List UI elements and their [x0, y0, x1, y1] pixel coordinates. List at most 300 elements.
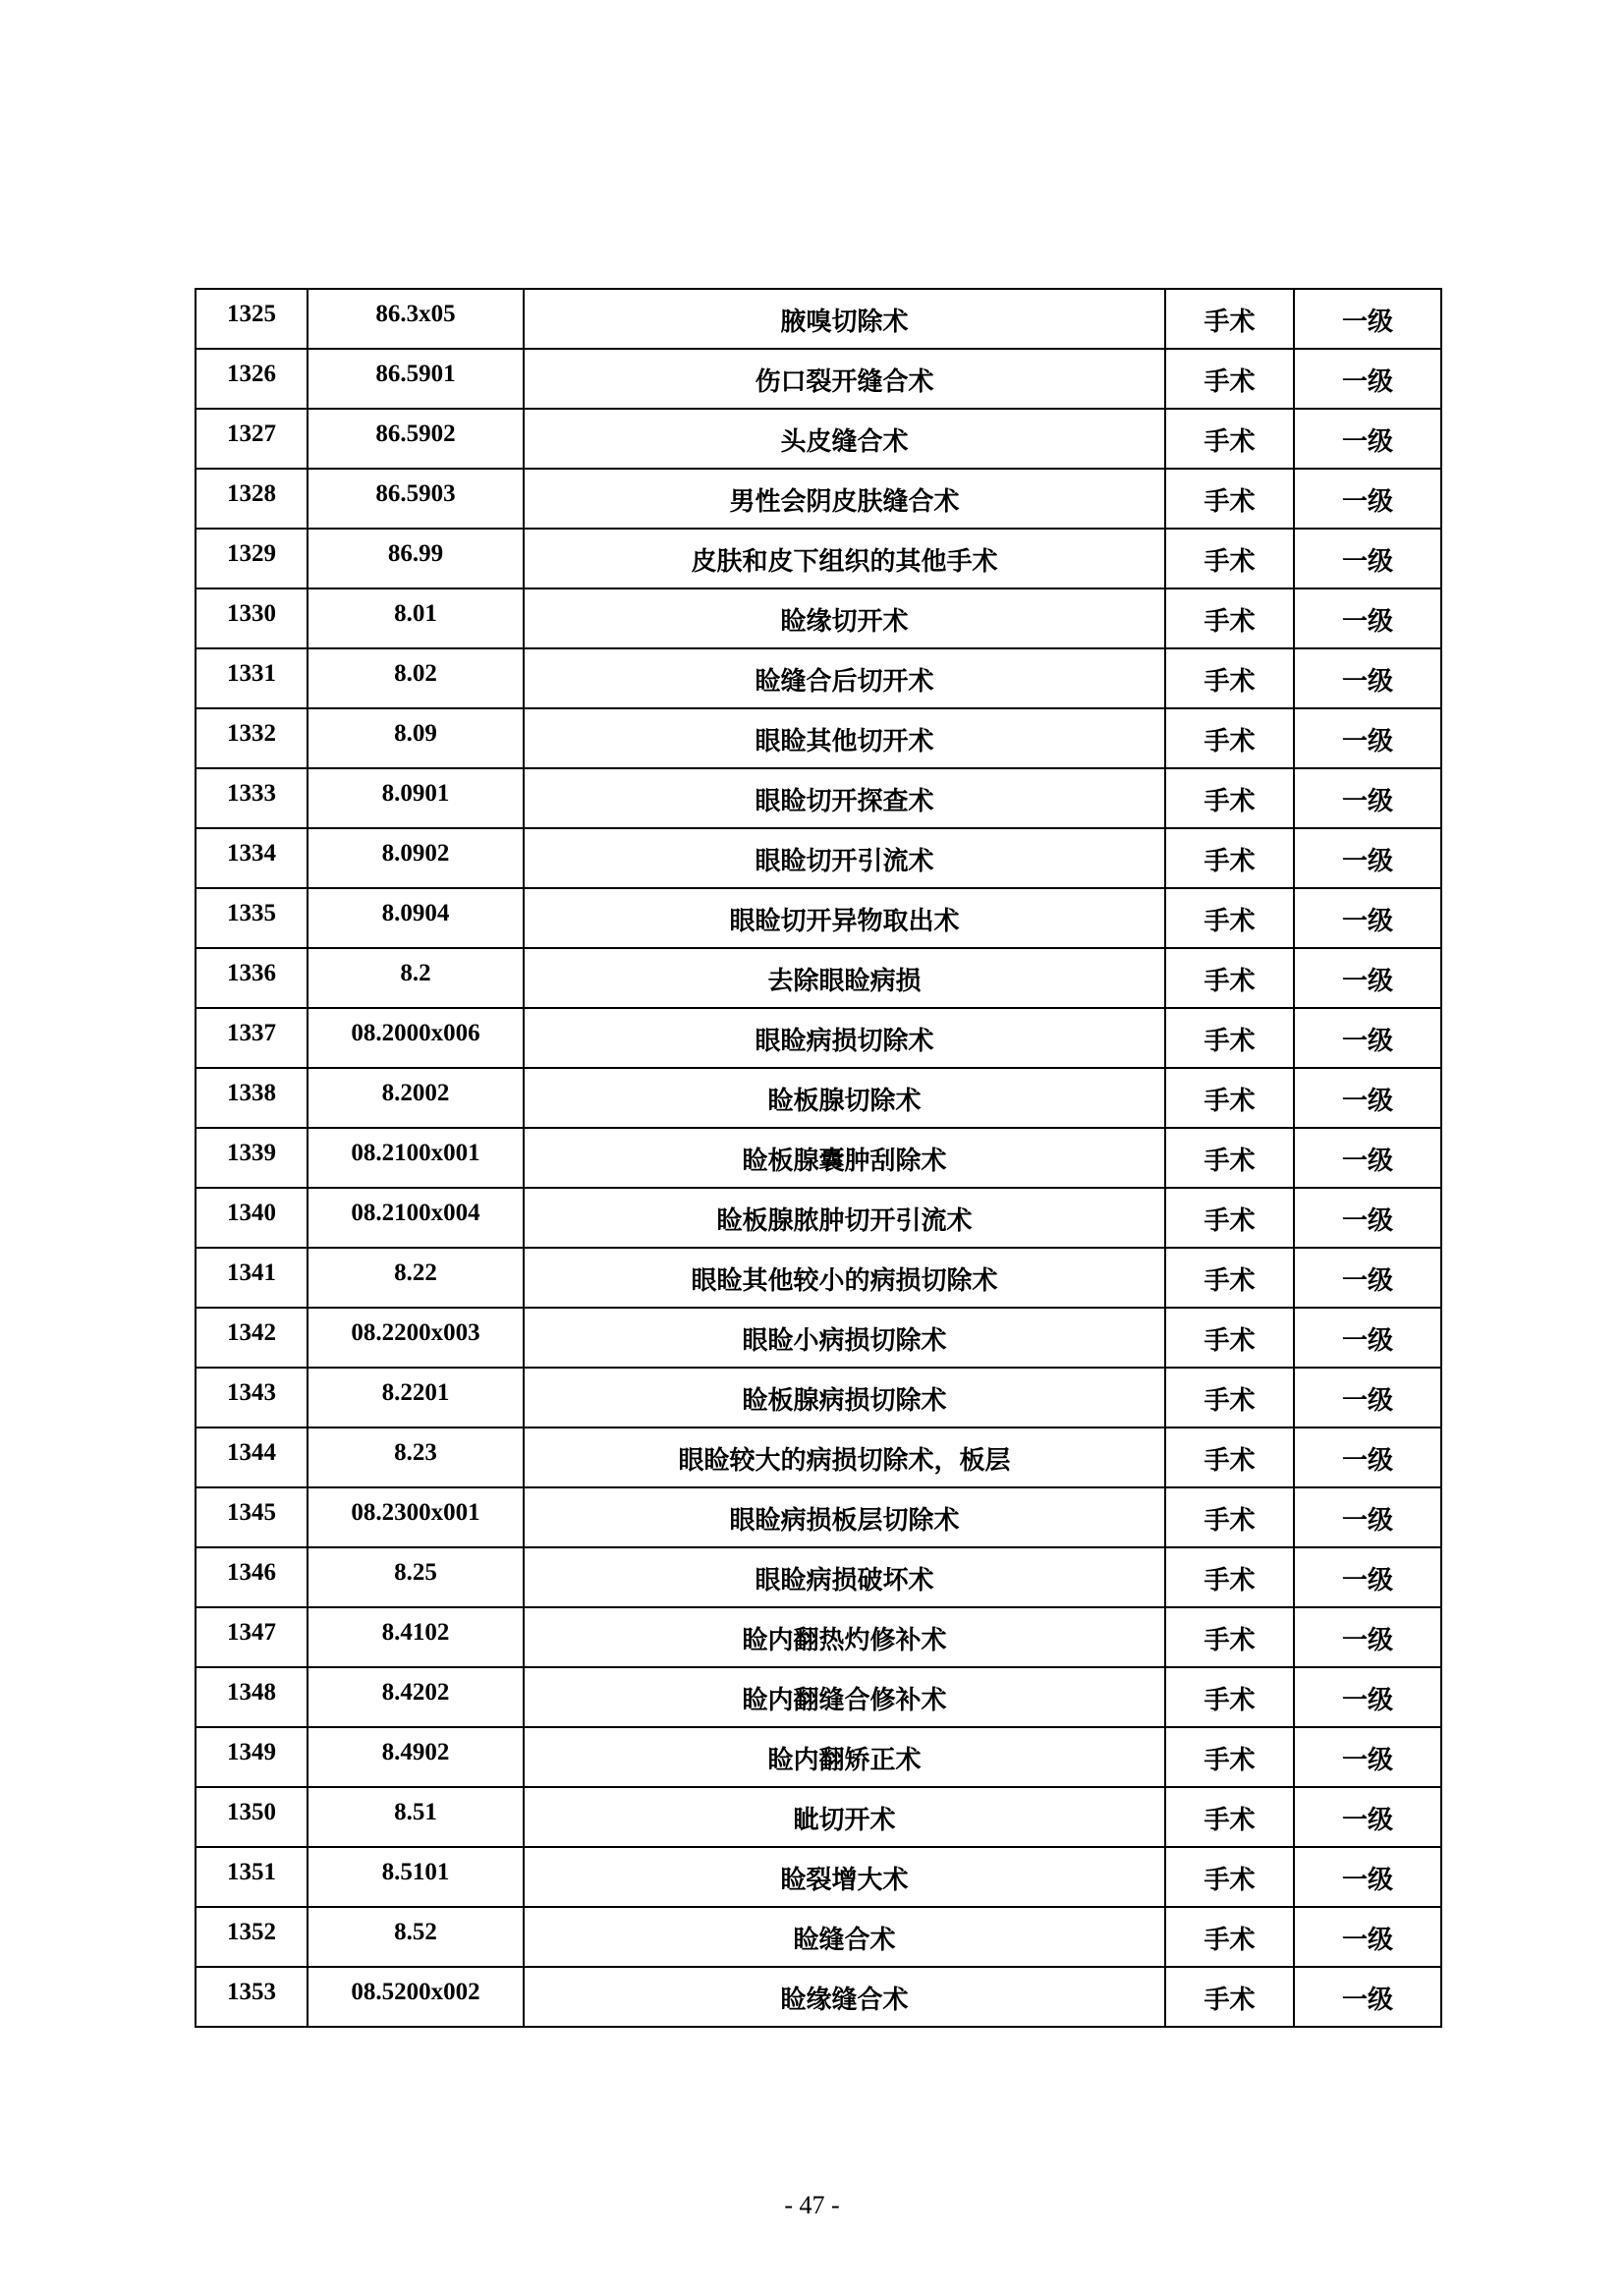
row-number-text: 1325 [227, 301, 276, 327]
procedure-type-text: 手术 [1204, 1206, 1256, 1236]
procedure-code-text: 8.5101 [381, 1859, 450, 1885]
row-number-text: 1340 [227, 1200, 276, 1226]
procedure-type-text: 手术 [1204, 547, 1256, 577]
row-number-cell [196, 648, 308, 708]
procedure-type-cell [1165, 1368, 1294, 1427]
procedure-level-cell [1294, 1607, 1441, 1667]
row-number-text: 1342 [227, 1319, 276, 1346]
procedure-code-text: 86.5903 [375, 480, 456, 507]
procedure-type-cell [1165, 1128, 1294, 1188]
procedure-code-text: 86.99 [387, 540, 444, 567]
procedure-name-cell [524, 1068, 1165, 1128]
table-row [196, 1068, 1441, 1128]
row-number-cell [196, 289, 308, 349]
procedure-name-cell [524, 1188, 1165, 1248]
procedure-level-cell [1294, 349, 1441, 409]
procedure-name-cell [524, 1308, 1165, 1368]
row-number-cell [196, 1368, 308, 1427]
procedure-name-text: 睑缘缝合术 [780, 1986, 909, 2015]
row-number-cell [196, 948, 308, 1008]
procedure-code-cell [308, 1188, 524, 1248]
procedure-level-cell [1294, 888, 1441, 948]
procedure-level-cell [1294, 708, 1441, 768]
procedure-type-cell [1165, 588, 1294, 648]
table-row [196, 1008, 1441, 1068]
table-row [196, 1487, 1441, 1547]
procedure-name-text: 男性会阴皮肤缝合术 [729, 487, 960, 517]
procedure-name-text: 眼睑切开异物取出术 [729, 907, 960, 936]
procedure-code-cell [308, 1128, 524, 1188]
row-number-text: 1327 [227, 420, 276, 447]
procedure-level-text: 一级 [1341, 1446, 1393, 1476]
procedure-code-text: 86.5901 [375, 361, 456, 387]
table-row [196, 648, 1441, 708]
procedure-name-text: 眼睑切开探查术 [755, 787, 934, 816]
table-row [196, 1248, 1441, 1308]
procedure-level-cell [1294, 1487, 1441, 1547]
procedure-level-cell [1294, 1847, 1441, 1907]
procedure-code-text: 8.4102 [381, 1619, 450, 1646]
procedure-level-text: 一级 [1341, 1926, 1393, 1955]
procedure-type-cell [1165, 1967, 1294, 2027]
procedure-level-text: 一级 [1341, 1986, 1393, 2015]
procedure-type-text: 手术 [1204, 1866, 1256, 1895]
row-number-cell [196, 469, 308, 529]
row-number-text: 1341 [227, 1259, 276, 1286]
procedure-level-cell [1294, 828, 1441, 888]
procedure-code-text: 8.2002 [381, 1080, 450, 1106]
table-row [196, 1607, 1441, 1667]
procedure-type-cell [1165, 1427, 1294, 1487]
procedure-name-cell [524, 349, 1165, 409]
table-row [196, 888, 1441, 948]
procedure-code-text: 08.2000x006 [351, 1020, 480, 1046]
procedure-code-text: 8.23 [394, 1439, 437, 1466]
procedure-type-cell [1165, 1847, 1294, 1907]
procedure-name-text: 睑裂增大术 [780, 1866, 909, 1895]
procedure-type-cell [1165, 1008, 1294, 1068]
row-number-cell [196, 708, 308, 768]
row-number-cell [196, 768, 308, 828]
procedure-level-text: 一级 [1341, 847, 1393, 876]
procedure-name-cell [524, 648, 1165, 708]
row-number-text: 1328 [227, 480, 276, 507]
procedure-code-text: 8.2 [400, 960, 431, 986]
procedure-level-cell [1294, 648, 1441, 708]
procedure-code-cell [308, 1607, 524, 1667]
row-number-text: 1332 [227, 720, 276, 747]
row-number-cell [196, 1188, 308, 1248]
procedure-name-text: 去除眼睑病损 [767, 967, 922, 996]
procedure-level-text: 一级 [1341, 787, 1393, 816]
table-row [196, 409, 1441, 469]
procedure-type-cell [1165, 1667, 1294, 1727]
table-row [196, 768, 1441, 828]
procedure-type-cell [1165, 1787, 1294, 1847]
row-number-cell [196, 1068, 308, 1128]
row-number-text: 1343 [227, 1379, 276, 1406]
procedure-type-cell [1165, 708, 1294, 768]
procedure-code-cell [308, 1667, 524, 1727]
procedure-code-cell [308, 768, 524, 828]
procedure-code-text: 8.52 [394, 1919, 437, 1945]
table-row [196, 1547, 1441, 1607]
procedure-type-cell [1165, 1487, 1294, 1547]
procedure-level-text: 一级 [1341, 1626, 1393, 1655]
procedure-level-text: 一级 [1341, 367, 1393, 397]
procedure-type-cell [1165, 828, 1294, 888]
procedure-type-cell [1165, 1607, 1294, 1667]
procedure-level-text: 一级 [1341, 547, 1393, 577]
procedure-name-cell [524, 1667, 1165, 1727]
procedure-name-cell [524, 1967, 1165, 2027]
procedure-level-cell [1294, 1727, 1441, 1787]
row-number-cell [196, 1847, 308, 1907]
row-number-cell [196, 1427, 308, 1487]
procedure-code-text: 8.4902 [381, 1739, 450, 1765]
procedure-level-cell [1294, 469, 1441, 529]
procedure-type-text: 手术 [1204, 727, 1256, 756]
row-number-text: 1338 [227, 1080, 276, 1106]
procedure-level-text: 一级 [1341, 1326, 1393, 1356]
procedure-type-text: 手术 [1204, 1686, 1256, 1715]
procedure-level-cell [1294, 289, 1441, 349]
procedure-level-cell [1294, 1547, 1441, 1607]
procedure-level-cell [1294, 1008, 1441, 1068]
procedure-level-cell [1294, 588, 1441, 648]
procedure-level-cell [1294, 1368, 1441, 1427]
procedure-name-cell [524, 828, 1165, 888]
procedure-type-text: 手术 [1204, 1446, 1256, 1476]
procedure-type-text: 手术 [1204, 907, 1256, 936]
procedure-name-cell [524, 1727, 1165, 1787]
row-number-text: 1344 [227, 1439, 276, 1466]
procedure-name-text: 眼睑病损板层切除术 [729, 1506, 960, 1536]
row-number-cell [196, 1607, 308, 1667]
table-row [196, 1368, 1441, 1427]
procedure-code-text: 08.5200x002 [351, 1979, 480, 2005]
procedure-table-body [196, 289, 1441, 2027]
procedure-type-text: 手术 [1204, 1986, 1256, 2015]
procedure-level-cell [1294, 1068, 1441, 1128]
row-number-cell [196, 349, 308, 409]
row-number-cell [196, 888, 308, 948]
procedure-type-text: 手术 [1204, 1266, 1256, 1296]
table-row [196, 588, 1441, 648]
row-number-text: 1339 [227, 1140, 276, 1166]
procedure-type-text: 手术 [1204, 1566, 1256, 1595]
procedure-code-cell [308, 948, 524, 1008]
row-number-text: 1350 [227, 1799, 276, 1825]
procedure-type-cell [1165, 289, 1294, 349]
procedure-code-cell [308, 1487, 524, 1547]
procedure-name-cell [524, 1787, 1165, 1847]
procedure-name-text: 眦切开术 [793, 1806, 896, 1835]
procedure-level-text: 一级 [1341, 1866, 1393, 1895]
table-row [196, 1128, 1441, 1188]
procedure-name-text: 眼睑病损切除术 [755, 1027, 934, 1056]
row-number-text: 1345 [227, 1499, 276, 1526]
procedure-level-text: 一级 [1341, 487, 1393, 517]
procedure-name-text: 眼睑较大的病损切除术，板层 [678, 1446, 1011, 1476]
procedure-type-cell [1165, 1727, 1294, 1787]
procedure-level-text: 一级 [1341, 907, 1393, 936]
table-row [196, 1188, 1441, 1248]
row-number-text: 1348 [227, 1679, 276, 1706]
procedure-code-text: 8.22 [394, 1259, 437, 1286]
procedure-code-cell [308, 1308, 524, 1368]
procedure-level-text: 一级 [1341, 727, 1393, 756]
procedure-type-text: 手术 [1204, 607, 1256, 637]
row-number-cell [196, 1487, 308, 1547]
procedure-type-cell [1165, 1068, 1294, 1128]
procedure-code-cell [308, 1248, 524, 1308]
row-number-cell [196, 529, 308, 588]
procedure-level-text: 一级 [1341, 607, 1393, 637]
procedure-name-text: 皮肤和皮下组织的其他手术 [691, 547, 998, 577]
procedure-type-text: 手术 [1204, 1746, 1256, 1775]
row-number-text: 1347 [227, 1619, 276, 1646]
procedure-level-text: 一级 [1341, 1147, 1393, 1176]
procedure-name-cell [524, 529, 1165, 588]
procedure-type-cell [1165, 1308, 1294, 1368]
procedure-code-cell [308, 1068, 524, 1128]
procedure-type-text: 手术 [1204, 1626, 1256, 1655]
procedure-code-cell [308, 1787, 524, 1847]
procedure-level-text: 一级 [1341, 967, 1393, 996]
procedure-level-text: 一级 [1341, 1386, 1393, 1416]
procedure-code-cell [308, 289, 524, 349]
table-row [196, 1427, 1441, 1487]
procedure-code-text: 08.2200x003 [351, 1319, 480, 1346]
row-number-cell [196, 1727, 308, 1787]
procedure-name-cell [524, 289, 1165, 349]
procedure-name-cell [524, 588, 1165, 648]
procedure-type-text: 手术 [1204, 308, 1256, 337]
procedure-code-cell [308, 529, 524, 588]
procedure-code-text: 08.2100x004 [351, 1200, 480, 1226]
table-row [196, 1727, 1441, 1787]
row-number-text: 1329 [227, 540, 276, 567]
procedure-name-cell [524, 1008, 1165, 1068]
procedure-level-text: 一级 [1341, 667, 1393, 697]
procedure-name-cell [524, 708, 1165, 768]
table-row [196, 1667, 1441, 1727]
procedure-name-text: 眼睑其他切开术 [755, 727, 934, 756]
procedure-type-cell [1165, 1188, 1294, 1248]
procedure-code-text: 8.0901 [381, 780, 450, 807]
procedure-type-cell [1165, 768, 1294, 828]
row-number-cell [196, 409, 308, 469]
procedure-code-cell [308, 1907, 524, 1967]
procedure-type-text: 手术 [1204, 1386, 1256, 1416]
procedure-code-cell [308, 648, 524, 708]
table-row [196, 828, 1441, 888]
table-row [196, 1847, 1441, 1907]
procedure-level-text: 一级 [1341, 1746, 1393, 1775]
procedure-level-cell [1294, 948, 1441, 1008]
procedure-level-text: 一级 [1341, 1027, 1393, 1056]
row-number-text: 1336 [227, 960, 276, 986]
procedure-name-cell [524, 888, 1165, 948]
procedure-name-cell [524, 469, 1165, 529]
procedure-type-text: 手术 [1204, 967, 1256, 996]
procedure-code-cell [308, 1847, 524, 1907]
procedure-code-text: 8.25 [394, 1559, 437, 1586]
procedure-code-text: 8.2201 [381, 1379, 450, 1406]
procedure-code-text: 08.2300x001 [351, 1499, 480, 1526]
procedure-level-text: 一级 [1341, 1686, 1393, 1715]
procedure-type-cell [1165, 888, 1294, 948]
procedure-name-cell [524, 1368, 1165, 1427]
procedure-name-text: 眼睑切开引流术 [755, 847, 934, 876]
procedure-name-cell [524, 768, 1165, 828]
procedure-type-text: 手术 [1204, 487, 1256, 517]
procedure-type-text: 手术 [1204, 1806, 1256, 1835]
row-number-text: 1334 [227, 840, 276, 867]
row-number-text: 1326 [227, 361, 276, 387]
table-row [196, 1967, 1441, 2027]
procedure-code-cell [308, 1427, 524, 1487]
row-number-text: 1353 [227, 1979, 276, 2005]
procedure-level-text: 一级 [1341, 1566, 1393, 1595]
procedure-name-cell [524, 1607, 1165, 1667]
procedure-name-cell [524, 1907, 1165, 1967]
procedure-level-cell [1294, 529, 1441, 588]
row-number-text: 1333 [227, 780, 276, 807]
procedure-name-text: 睑内翻热灼修补术 [742, 1626, 947, 1655]
procedure-name-text: 眼睑病损破坏术 [755, 1566, 934, 1595]
procedure-code-cell [308, 1547, 524, 1607]
procedure-code-cell [308, 588, 524, 648]
procedure-name-cell [524, 1547, 1165, 1607]
procedure-level-cell [1294, 768, 1441, 828]
procedure-level-text: 一级 [1341, 1087, 1393, 1116]
procedure-code-cell [308, 1967, 524, 2027]
procedure-name-text: 睑板腺囊肿刮除术 [742, 1147, 947, 1176]
procedure-code-text: 8.09 [394, 720, 437, 747]
procedure-name-cell [524, 1847, 1165, 1907]
row-number-cell [196, 1128, 308, 1188]
procedure-code-text: 8.01 [394, 600, 437, 627]
procedure-level-cell [1294, 1308, 1441, 1368]
procedure-type-text: 手术 [1204, 1926, 1256, 1955]
procedure-name-text: 睑板腺脓肿切开引流术 [716, 1206, 973, 1236]
row-number-cell [196, 1667, 308, 1727]
table-row [196, 948, 1441, 1008]
table-row [196, 469, 1441, 529]
procedure-type-text: 手术 [1204, 1506, 1256, 1536]
procedure-level-text: 一级 [1341, 1266, 1393, 1296]
table-row [196, 349, 1441, 409]
procedure-code-cell [308, 1008, 524, 1068]
procedure-code-cell [308, 349, 524, 409]
table-row [196, 529, 1441, 588]
row-number-cell [196, 1547, 308, 1607]
procedure-name-text: 腋嗅切除术 [780, 308, 909, 337]
procedure-type-text: 手术 [1204, 1027, 1256, 1056]
procedure-name-text: 睑板腺切除术 [767, 1087, 922, 1116]
procedure-level-cell [1294, 1128, 1441, 1188]
procedure-code-cell [308, 828, 524, 888]
procedure-level-text: 一级 [1341, 308, 1393, 337]
row-number-cell [196, 1308, 308, 1368]
procedure-level-text: 一级 [1341, 1806, 1393, 1835]
procedure-code-text: 8.4202 [381, 1679, 450, 1706]
procedure-code-text: 86.3x05 [375, 301, 456, 327]
procedure-level-text: 一级 [1341, 1506, 1393, 1536]
procedure-type-cell [1165, 648, 1294, 708]
row-number-text: 1349 [227, 1739, 276, 1765]
table-row [196, 289, 1441, 349]
row-number-cell [196, 1787, 308, 1847]
procedure-table [195, 288, 1442, 2028]
procedure-type-text: 手术 [1204, 667, 1256, 697]
procedure-code-text: 8.0902 [381, 840, 450, 867]
procedure-type-text: 手术 [1204, 1087, 1256, 1116]
row-number-text: 1330 [227, 600, 276, 627]
procedure-level-cell [1294, 409, 1441, 469]
procedure-type-cell [1165, 1547, 1294, 1607]
procedure-type-cell [1165, 1907, 1294, 1967]
procedure-name-text: 睑内翻缝合修补术 [742, 1686, 947, 1715]
procedure-name-text: 睑缘切开术 [780, 607, 909, 637]
row-number-cell [196, 588, 308, 648]
row-number-cell [196, 828, 308, 888]
procedure-name-text: 睑内翻矫正术 [767, 1746, 922, 1775]
procedure-code-cell [308, 469, 524, 529]
procedure-type-text: 手术 [1204, 1326, 1256, 1356]
row-number-text: 1335 [227, 900, 276, 926]
procedure-type-text: 手术 [1204, 787, 1256, 816]
procedure-name-text: 眼睑其他较小的病损切除术 [691, 1266, 998, 1296]
procedure-type-cell [1165, 409, 1294, 469]
procedure-type-text: 手术 [1204, 427, 1256, 457]
procedure-type-text: 手术 [1204, 847, 1256, 876]
row-number-text: 1351 [227, 1859, 276, 1885]
procedure-code-text: 08.2100x001 [351, 1140, 480, 1166]
procedure-type-cell [1165, 469, 1294, 529]
procedure-code-text: 8.0904 [381, 900, 450, 926]
row-number-text: 1352 [227, 1919, 276, 1945]
procedure-name-text: 眼睑小病损切除术 [742, 1326, 947, 1356]
procedure-name-text: 睑缝合后切开术 [755, 667, 934, 697]
procedure-name-cell [524, 1427, 1165, 1487]
procedure-code-cell [308, 409, 524, 469]
procedure-code-text: 8.02 [394, 660, 437, 687]
procedure-name-cell [524, 1487, 1165, 1547]
table-row [196, 1308, 1441, 1368]
procedure-name-text: 伤口裂开缝合术 [755, 367, 934, 397]
row-number-cell [196, 1907, 308, 1967]
procedure-level-cell [1294, 1907, 1441, 1967]
table-row [196, 1787, 1441, 1847]
procedure-name-cell [524, 1128, 1165, 1188]
procedure-type-text: 手术 [1204, 367, 1256, 397]
row-number-cell [196, 1248, 308, 1308]
row-number-cell [196, 1008, 308, 1068]
procedure-level-cell [1294, 1248, 1441, 1308]
procedure-name-cell [524, 1248, 1165, 1308]
procedure-level-cell [1294, 1427, 1441, 1487]
procedure-name-cell [524, 948, 1165, 1008]
procedure-level-text: 一级 [1341, 1206, 1393, 1236]
table-row [196, 708, 1441, 768]
procedure-code-text: 8.51 [394, 1799, 437, 1825]
procedure-level-cell [1294, 1787, 1441, 1847]
table-row [196, 1907, 1441, 1967]
procedure-type-cell [1165, 1248, 1294, 1308]
